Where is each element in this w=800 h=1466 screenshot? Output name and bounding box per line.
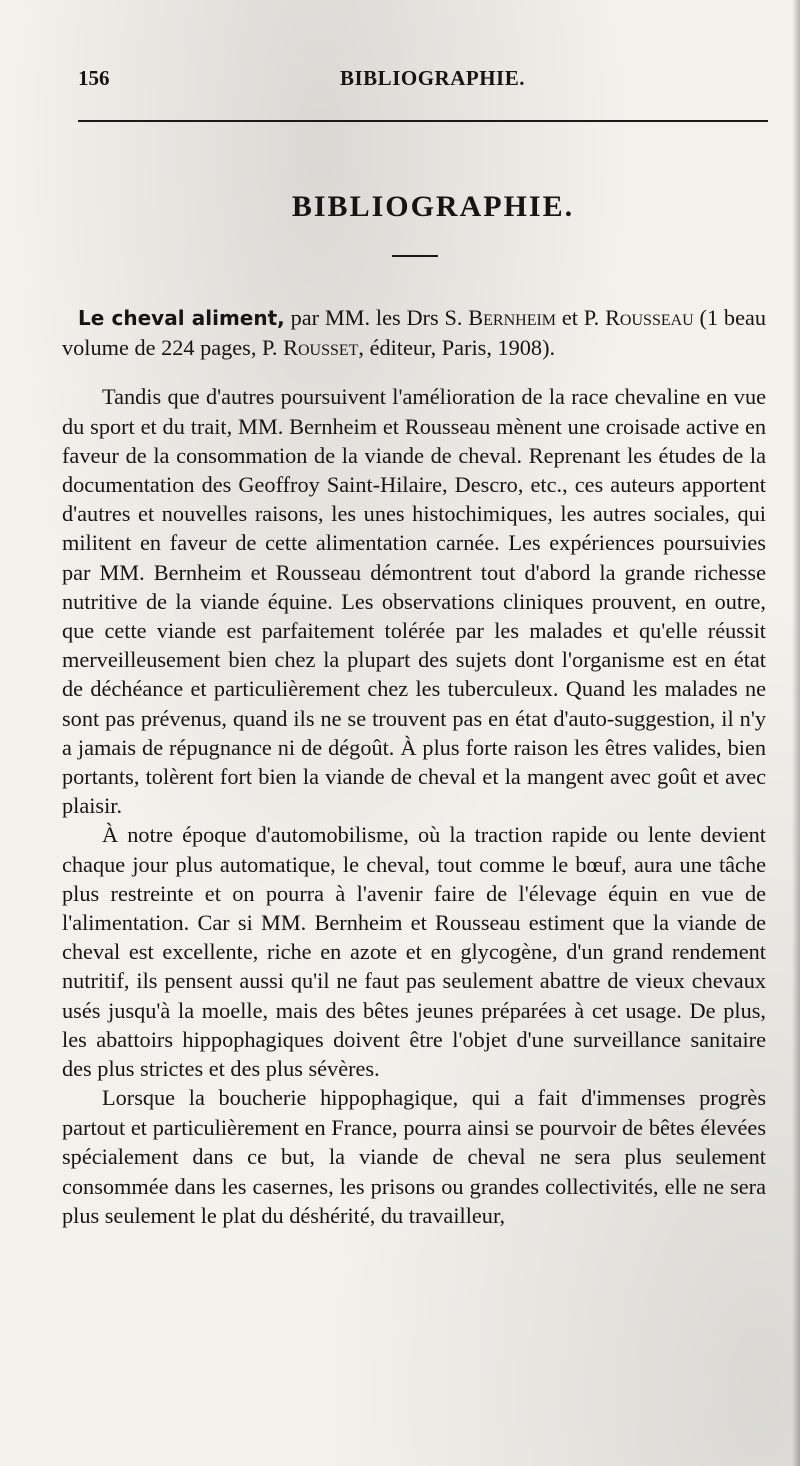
page-number: 156	[78, 66, 110, 90]
heading-text: (1 beau volume de 224 pages, P.	[62, 305, 767, 361]
publisher-name: Rousset	[283, 335, 359, 361]
title-rule	[392, 255, 438, 257]
header-rule	[78, 120, 768, 122]
paragraph: Lorsque la boucherie hippophagique, qui a fait d'immenses progrès partout et particulièrement en France, pourra ainsi se pourvoir de bêtes élevées spécialement dans ce but, la viande de cheval ne sera plus seulement consommée dans les casernes, les prisons ou grandes collectivités, elle ne sera plus seulement le plat du déshérité, du travailleur,	[62, 1085, 766, 1228]
running-title: BIBLIOGRAPHIE.	[340, 66, 525, 90]
heading-text: par MM. les Drs S.	[290, 305, 463, 330]
running-head	[78, 66, 768, 96]
author-name: Rousseau	[605, 305, 694, 330]
author-name: Bernheim	[468, 305, 557, 330]
heading-text: et P.	[561, 305, 600, 330]
bibliography-entry-heading	[62, 303, 766, 362]
heading-text: , éditeur, Paris, 1908).	[358, 335, 556, 361]
paragraph: À notre époque d'automobilisme, où la traction rapide ou lente devient chaque jour plus automatique, le cheval, tout comme le bœuf, aura une tâche plus restreinte et on pourra à l'avenir faire de l'élevage équin en vue de l'alimentation. Car si MM. Bernheim et Rousseau estiment que la viande de cheval est excellente, riche en azote et en glycogène, d'un grand rendement nutritif, ils pensent aussi qu'il ne faut pas seulement abattre de vieux chevaux usés jusqu'à la moelle, mais des bêtes jeunes préparées à cet usage. De plus, les abattoirs hippophagiques doivent être l'objet d'une surveillance sanitaire des plus strictes et des plus sévères.	[62, 822, 766, 1082]
book-title: Le cheval aliment,	[78, 306, 285, 330]
section-title: BIBLIOGRAPHIE.	[291, 190, 575, 223]
paragraph: Tandis que d'autres poursuivent l'amélioration de la race chevaline en vue du sport et du trait, MM. Bernheim et Rousseau mènent une croisade active en faveur de la consommation de la viande de cheval. Reprenant les études de la documentation des Geoffroy Saint-Hilaire, Descro, etc., ces auteurs apportent d'autres et nouvelles raisons, les unes histochimiques, les autres sociales, qui militent en faveur de cette alimentation carnée. Les expériences poursuivies par MM. Bernheim et Rousseau démontrent tout d'abord la grande richesse nutritive de la viande équine. Les observations cliniques prouvent, en outre, que cette viande est parfaitement tolérée par les malades et qu'elle réussit merveilleusement bien chez la plupart des sujets dont l'organisme est en état de déchéance et particulièrement chez les tuberculeux. Quand les malades ne sont pas prévenus, quand ils ne se trouvent pas en état d'auto-suggestion, il n'y a jamais de répugnance ni de dégoût. À plus forte raison les êtres valides, bien portants, tolèrent fort bien la viande de cheval et la mangent avec goût et avec plaisir.	[62, 384, 766, 819]
article-body	[62, 303, 766, 1230]
